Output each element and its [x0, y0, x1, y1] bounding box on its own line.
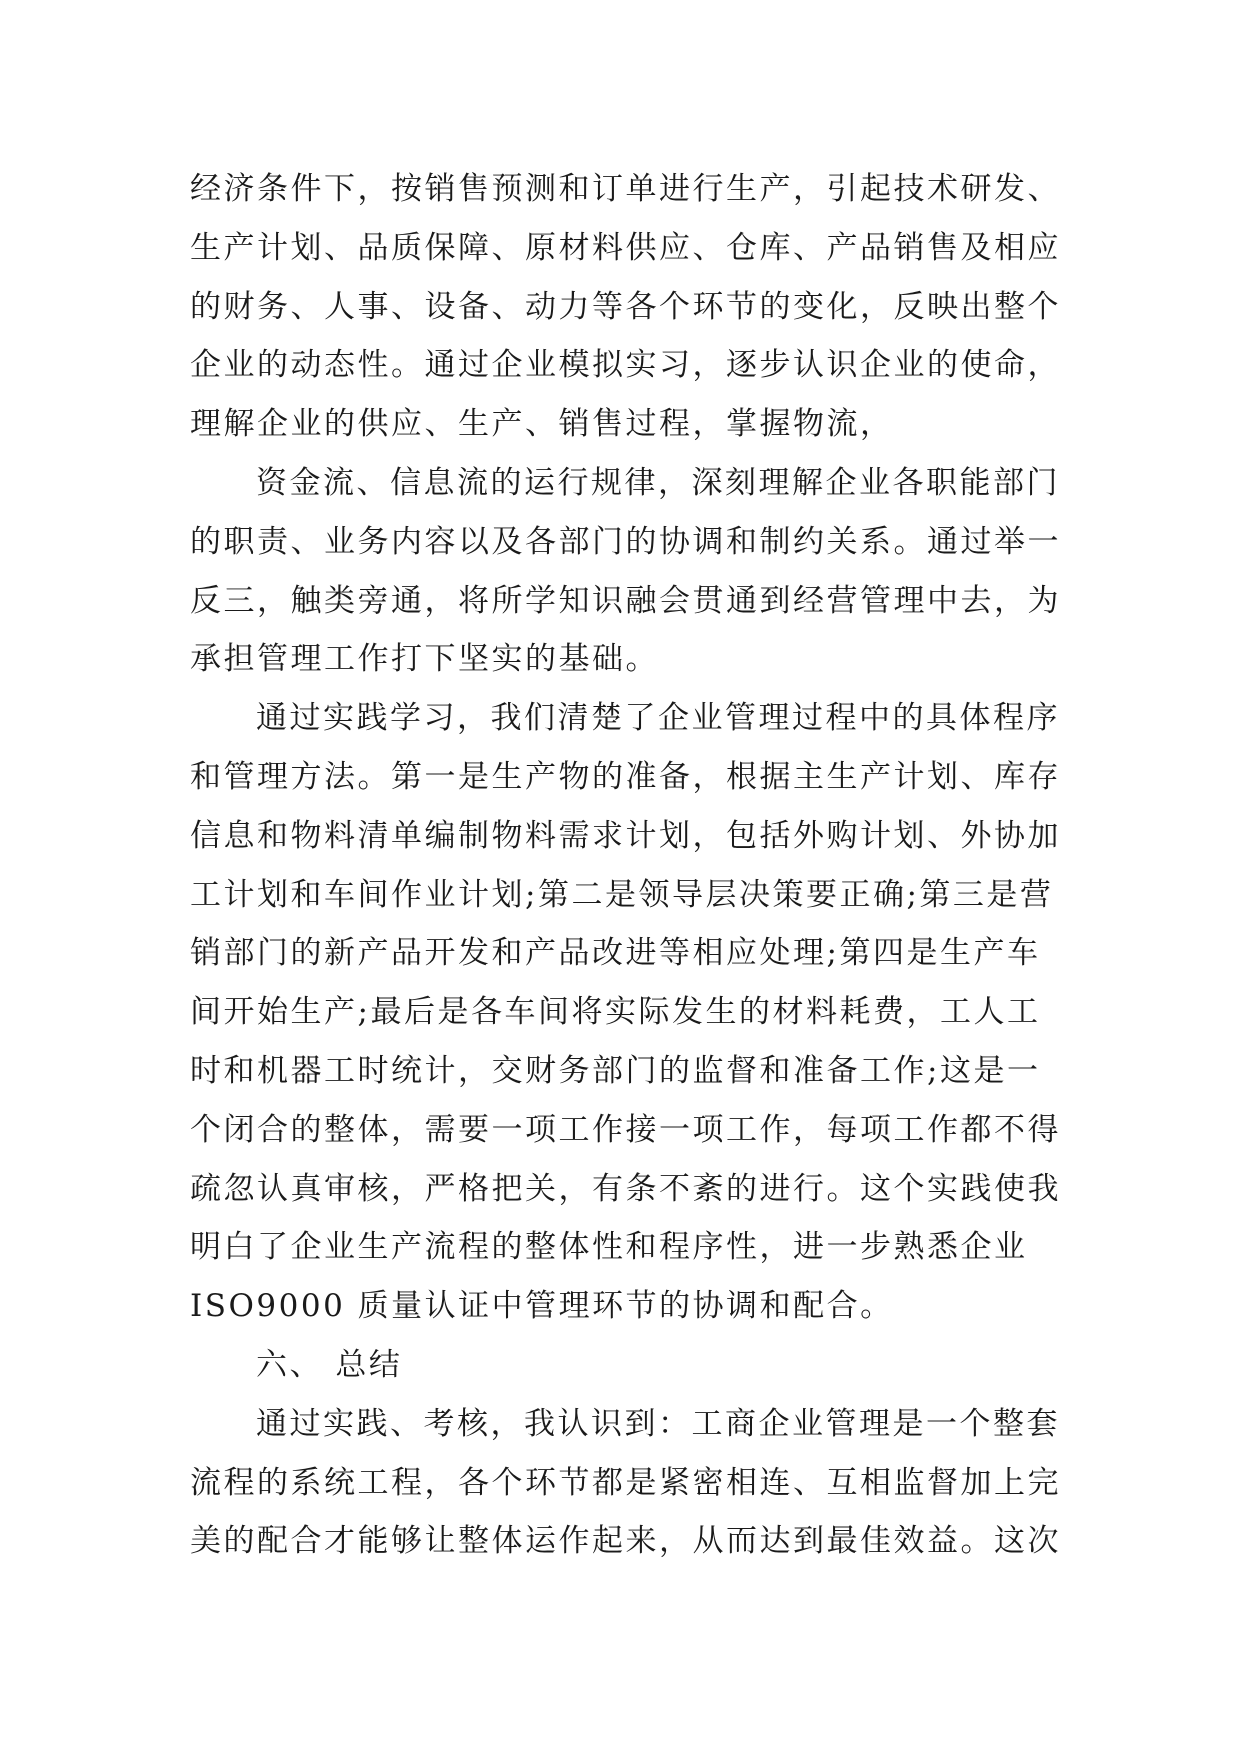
text-line: 流程的系统工程，各个环节都是紧密相连、互相监督加上完 — [190, 1464, 1061, 1501]
text-line: 的财务、人事、设备、动力等各个环节的变化，反映出整个 — [190, 288, 1061, 325]
text-line: 反三，触类旁通，将所学知识融会贯通到经营管理中去，为 — [190, 582, 1061, 619]
text-line: 的职责、业务内容以及各部门的协调和制约关系。通过举一 — [190, 523, 1061, 560]
text-line: 生产计划、品质保障、原材料供应、仓库、产品销售及相应 — [190, 229, 1061, 266]
text-line: ISO9000 质量认证中管理环节的协调和配合。 — [190, 1288, 894, 1325]
text-line: 六、 总结 — [256, 1346, 403, 1383]
text-line: 时和机器工时统计，交财务部门的监督和准备工作;这是一 — [190, 1052, 1041, 1089]
text-line: 通过实践学习，我们清楚了企业管理过程中的具体程序 — [256, 700, 1060, 737]
text-line: 通过实践、考核，我认识到：工商企业管理是一个整套 — [256, 1405, 1060, 1442]
text-line: 承担管理工作打下坚实的基础。 — [190, 641, 659, 678]
text-line: 资金流、信息流的运行规律，深刻理解企业各职能部门 — [256, 464, 1060, 501]
text-line: 企业的动态性。通过企业模拟实习，逐步认识企业的使命， — [190, 347, 1061, 384]
text-line: 经济条件下，按销售预测和订单进行生产，引起技术研发、 — [190, 171, 1061, 207]
text-line: 美的配合才能够让整体运作起来，从而达到最佳效益。这次 — [190, 1523, 1061, 1560]
body-text — [190, 160, 1110, 1571]
text-line: 理解企业的供应、生产、销售过程，掌握物流， — [190, 406, 894, 443]
text-line: 个闭合的整体，需要一项工作接一项工作，每项工作都不得 — [190, 1111, 1061, 1148]
text-line: 明白了企业生产流程的整体性和程序性，进一步熟悉企业 — [190, 1229, 1028, 1266]
text-line: 销部门的新产品开发和产品改进等相应处理;第四是生产车 — [190, 935, 1041, 972]
text-line: 和管理方法。第一是生产物的准备，根据主生产计划、库存 — [190, 758, 1061, 795]
text-line: 间开始生产;最后是各车间将实际发生的材料耗费，工人工 — [190, 994, 1041, 1031]
text-line: 工计划和车间作业计划;第二是领导层决策要正确;第三是营 — [190, 876, 1054, 913]
text-line: 信息和物料清单编制物料需求计划，包括外购计划、外协加 — [190, 817, 1061, 854]
text-line: 疏忽认真审核，严格把关，有条不紊的进行。这个实践使我 — [190, 1170, 1061, 1207]
